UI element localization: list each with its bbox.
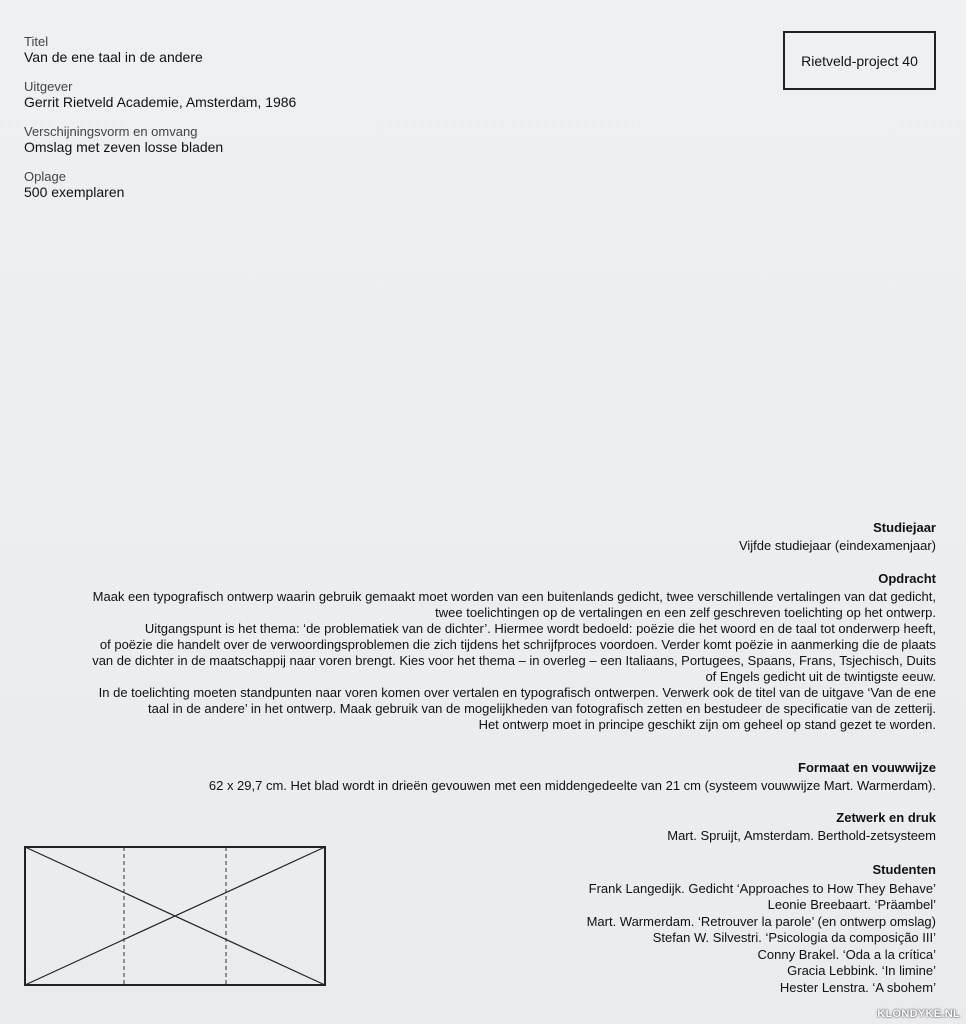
opdracht-heading: Opdracht	[878, 571, 936, 586]
opdracht-line: In de toelichting moeten standpunten naar voren komen over vertalen en typografisch ontwerpen. Verwerk ook de titel van de uitgave ‘Van de ene	[98, 685, 936, 700]
opdracht-line: Het ontwerp moet in principe geschikt zijn om geheel op stand gezet te worden.	[478, 717, 936, 732]
studenten-section	[587, 862, 936, 996]
studiejaar-text: Vijfde studiejaar (eindexamenjaar)	[738, 538, 936, 553]
watermark: KLONDYKE.NL	[877, 1008, 960, 1020]
vorm-value: Omslag met zeven losse bladen	[24, 139, 224, 155]
student-line: Mart. Warmerdam. ‘Retrouver la parole’ (en ontwerp omslag)	[586, 913, 936, 929]
titel-value: Van de ene taal in de andere	[24, 49, 203, 65]
vorm-block	[24, 124, 524, 156]
formaat-heading: Formaat en vouwwijze	[798, 760, 936, 775]
uitgever-value: Gerrit Rietveld Academie, Amsterdam, 1986	[24, 94, 297, 110]
studiejaar-heading: Studiejaar	[873, 520, 936, 535]
opdracht-line: Maak een typografisch ontwerp waarin gebruik gemaakt moet worden van een buitenlands gedicht, twee verschillende vertalingen van dat gedicht,	[92, 589, 936, 604]
titel-block	[24, 34, 524, 66]
opdracht-line: Uitgangspunt is het thema: ‘de problematiek van de dichter’. Hiermee wordt bedoeld: poëzie die het woord en de taal tot onderwerp heeft,	[144, 621, 936, 636]
studenten-heading: Studenten	[872, 862, 936, 877]
vorm-label: Verschijningsvorm en omvang	[24, 124, 198, 139]
opdracht-section	[30, 571, 936, 733]
opdracht-line: van de dichter in de maatschappij naar voren brengt. Kies voor het thema – in overleg – een Italiaans, Portugees, Spaans, Frans, Tsjechisch, Duits	[92, 653, 936, 668]
oplage-label: Oplage	[24, 169, 66, 184]
opdracht-line: twee toelichtingen op de vertalingen en een zelf geschreven toelichting op het ontwerp.	[435, 605, 936, 620]
folding-diagram	[24, 846, 326, 986]
opdracht-line: taal in de andere’ in het ontwerp. Maak gebruik van de mogelijkheden van fotografisch zetten en bestudeer de specificatie van de zetterij.	[148, 701, 936, 716]
formaat-section	[209, 760, 936, 794]
titel-label: Titel	[24, 34, 49, 49]
student-line: Conny Brakel. ‘Oda a la crítica’	[757, 946, 936, 962]
zetwerk-heading: Zetwerk en druk	[836, 810, 936, 825]
uitgever-block	[24, 79, 524, 111]
student-line: Frank Langedijk. Gedicht ‘Approaches to How They Behave’	[588, 880, 936, 896]
zetwerk-section	[667, 810, 936, 844]
metadata-block	[24, 34, 524, 214]
opdracht-line: of poëzie die handelt over de verwoordingsproblemen die zich tijdens het schrijfproces voordoen. Verder komt poëzie in aanmerking die de plaats	[99, 637, 936, 652]
student-line: Leonie Breebaart. ‘Präambel’	[767, 897, 936, 912]
project-badge: Rietveld-project 40	[783, 31, 936, 90]
oplage-value: 500 exemplaren	[24, 184, 125, 200]
student-line: Stefan W. Silvestri. ‘Psicologia da composição III’	[652, 930, 936, 945]
uitgever-label: Uitgever	[24, 79, 73, 94]
student-line: Hester Lenstra. ‘A sbohem’	[779, 979, 936, 995]
zetwerk-text: Mart. Spruijt, Amsterdam. Berthold-zetsysteem	[667, 828, 936, 843]
studiejaar-section	[739, 520, 936, 554]
student-line: Gracia Lebbink. ‘In limine’	[787, 963, 936, 978]
opdracht-line: of Engels gedicht uit de twintigste eeuw.	[705, 669, 936, 684]
formaat-text: 62 x 29,7 cm. Het blad wordt in drieën gevouwen met een middengedeelte van 21 cm (systeem vouwwijze Mart. Warmerdam).	[208, 778, 936, 793]
oplage-block	[24, 169, 524, 201]
